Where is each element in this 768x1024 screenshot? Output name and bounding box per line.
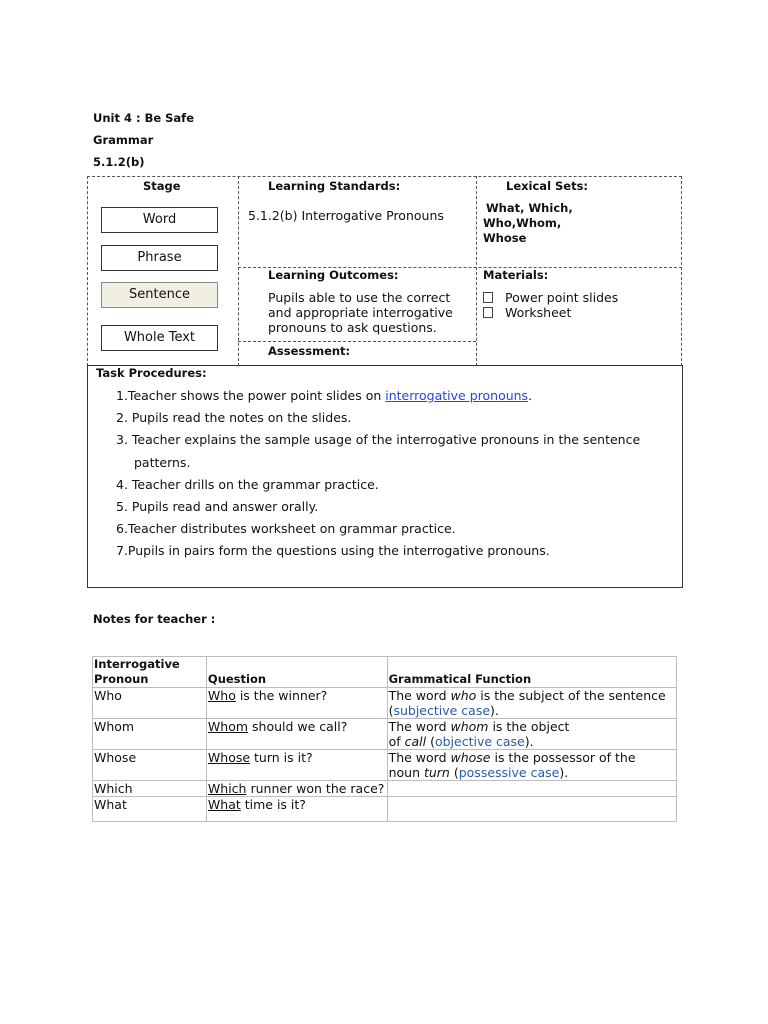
procedure-step: patterns. [134,455,191,470]
function-cell: The word whom is the object of call (objective case). [387,719,676,750]
stage-phrase: Phrase [101,245,218,271]
column-header: Interrogative Pronoun [93,657,207,688]
lexical-sets-line: What, Which, [486,201,573,215]
table-header-row [93,657,677,688]
column-header: Question [206,657,387,688]
checkbox-icon [483,307,493,318]
procedure-step: 3. Teacher explains the sample usage of the interrogative pronouns in the sentence [116,432,641,447]
interrogative-pronouns-link[interactable]: interrogative pronouns [385,388,529,403]
divider [476,176,477,366]
learning-outcomes-line: pronouns to ask questions. [268,320,437,335]
procedure-step: 6.Teacher distributes worksheet on grammar practice. [116,521,456,536]
pronoun-cell: Whose [93,750,207,781]
question-cell: What time is it? [206,797,387,822]
table-row [93,750,677,781]
function-cell [387,797,676,822]
lexical-sets-line: Whose [483,231,527,245]
notes-table [92,656,677,822]
assessment-label: Assessment: [268,344,351,358]
material-item: Worksheet [483,305,571,320]
stage-word: Word [101,207,218,233]
materials-label: Materials: [483,268,549,282]
question-cell: Whom should we call? [206,719,387,750]
function-cell [387,781,676,797]
pronoun-cell: What [93,797,207,822]
unit-title: Unit 4 : Be Safe [93,111,194,125]
table-row [93,688,677,719]
procedure-step: 5. Pupils read and answer orally. [116,499,319,514]
function-cell: The word whose is the possessor of the noun turn (possessive case). [387,750,676,781]
learning-outcomes-line: Pupils able to use the correct [268,290,451,305]
stage-whole-text: Whole Text [101,325,218,351]
lexical-sets-label: Lexical Sets: [506,179,589,193]
learning-standards-value: 5.1.2(b) Interrogative Pronouns [248,208,444,223]
table-row [93,781,677,797]
column-header: Grammatical Function [387,657,676,688]
learning-outcomes-line: and appropriate interrogative [268,305,453,320]
table-row [93,719,677,750]
stage-label: Stage [143,179,181,193]
material-item: Power point slides [483,290,618,305]
learning-outcomes-label: Learning Outcomes: [268,268,399,282]
divider [238,341,476,342]
pronoun-cell: Whom [93,719,207,750]
checkbox-icon [483,292,493,303]
learning-standards-label: Learning Standards: [268,179,401,193]
question-cell: Whose turn is it? [206,750,387,781]
divider [238,176,239,366]
question-cell: Which runner won the race? [206,781,387,797]
pronoun-cell: Which [93,781,207,797]
function-cell: The word who is the subject of the sentence (subjective case). [387,688,676,719]
notes-title: Notes for teacher : [93,612,216,626]
question-cell: Who is the winner? [206,688,387,719]
subject-title: Grammar [93,133,154,147]
task-procedures-label: Task Procedures: [96,366,207,380]
standard-code: 5.1.2(b) [93,155,145,169]
procedure-step: 4. Teacher drills on the grammar practice. [116,477,379,492]
lexical-sets-line: Who,Whom, [483,216,562,230]
procedure-step: 7.Pupils in pairs form the questions using the interrogative pronouns. [116,543,550,558]
pronoun-cell: Who [93,688,207,719]
stage-sentence: Sentence [101,282,218,308]
table-row [93,797,677,822]
procedure-step: 1.Teacher shows the power point slides on interrogative pronouns. [116,388,533,403]
procedure-step: 2. Pupils read the notes on the slides. [116,410,352,425]
